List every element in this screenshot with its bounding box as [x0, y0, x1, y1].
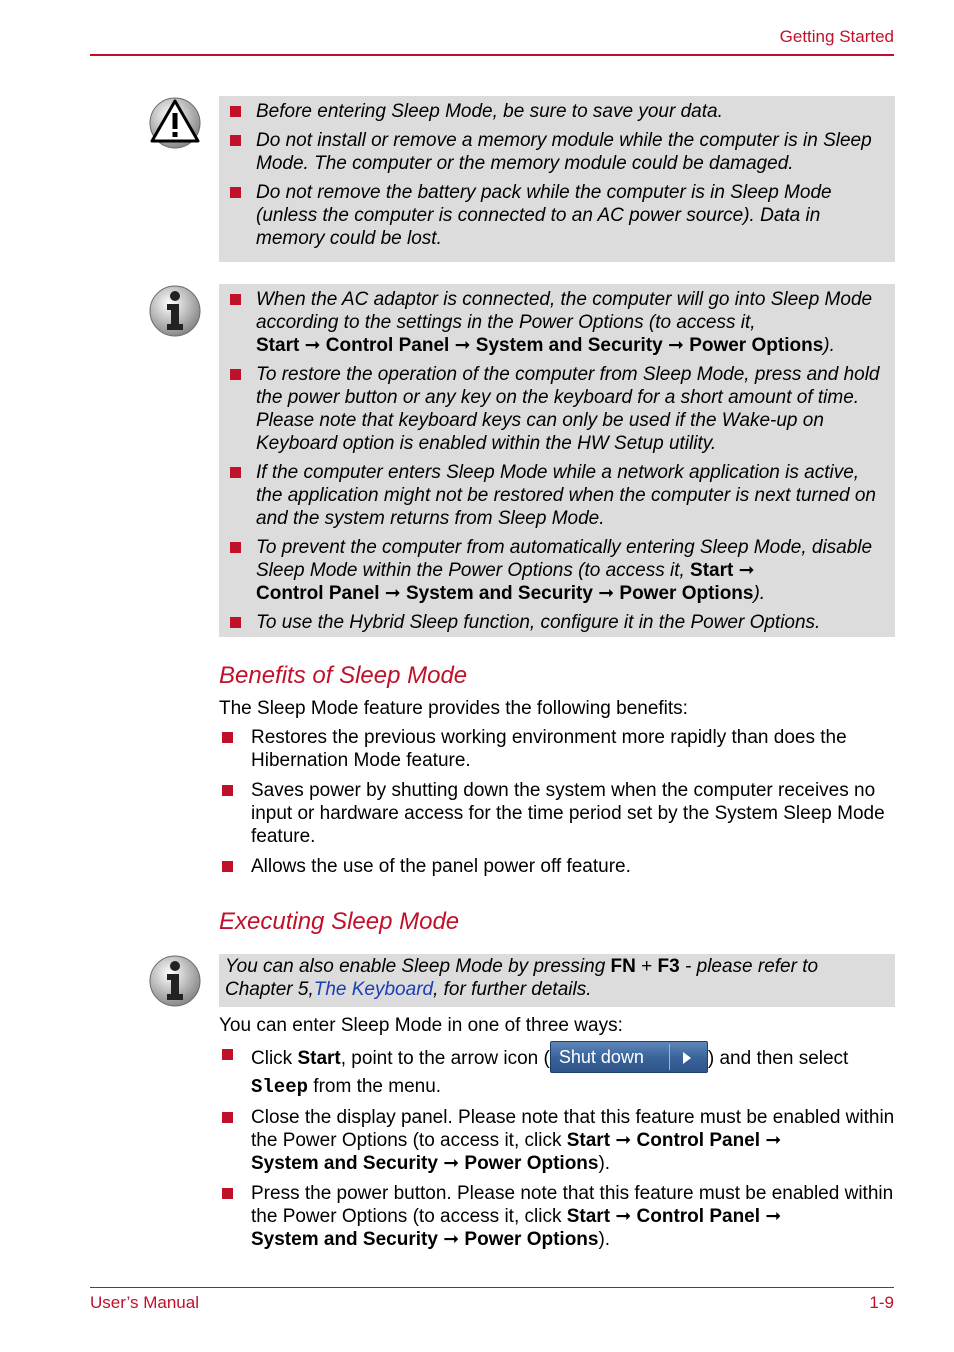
list-item: To restore the operation of the computer from Sleep Mode, press and hold the power button or any key on the keyboard for a short amount of time. Please note that keyboard keys can only be used if the Wake-up on Keyboard option is enabled within the HW Setup utility.	[225, 363, 889, 455]
info-icon	[148, 284, 202, 338]
list-item: Close the display panel. Please note that this feature must be enabled within the Power Options (to access it, click Start ➞ Control Panel ➞ System and Security ➞ Power Options).	[219, 1106, 899, 1175]
list-item: Allows the use of the panel power off feature.	[219, 855, 899, 878]
list-item: Click Start, point to the arrow icon ( Shut down ) and then select Sleep from the menu.	[219, 1043, 899, 1099]
sleep-hotkey-note: You can also enable Sleep Mode by pressing FN + F3 - please refer to Chapter 5,The Keyboard, for further details.	[219, 954, 895, 1007]
benefits-intro: The Sleep Mode feature provides the following benefits:	[219, 698, 688, 719]
list-item: When the AC adaptor is connected, the computer will go into Sleep Mode according to the settings in the Power Options (to access it, Start ➞ Control Panel ➞ System and Security ➞ Power Options).	[225, 288, 889, 357]
executing-list	[219, 1043, 899, 1258]
info-box	[219, 284, 895, 637]
section-heading-benefits: Benefits of Sleep Mode	[219, 662, 468, 689]
footer-divider	[90, 1287, 894, 1288]
page-number: 1-9	[869, 1293, 894, 1312]
list-item: Before entering Sleep Mode, be sure to save your data.	[225, 100, 889, 123]
header-divider	[90, 54, 894, 56]
warning-box	[219, 96, 895, 262]
executing-intro: You can enter Sleep Mode in one of three ways:	[219, 1015, 623, 1036]
list-item: Press the power button. Please note that this feature must be enabled within the Power Options (to access it, click Start ➞ Control Panel ➞ System and Security ➞ Power Options).	[219, 1182, 899, 1251]
keyboard-chapter-link[interactable]: The Keyboard	[313, 979, 434, 1000]
list-item: Saves power by shutting down the system when the computer receives no input or hardware access for the time period set by the System Sleep Mode feature.	[219, 779, 899, 848]
list-item: To prevent the computer from automatically entering Sleep Mode, disable Sleep Mode within the Power Options (to access it, Start ➞ Control Panel ➞ System and Security ➞ Power Options).	[225, 536, 889, 605]
list-item: Do not install or remove a memory module while the computer is in Sleep Mode. The computer or the memory module could be damaged.	[225, 129, 889, 175]
footer-manual-title: User’s Manual	[90, 1293, 199, 1312]
list-item: To use the Hybrid Sleep function, configure it in the Power Options.	[225, 611, 889, 634]
warning-triangle-icon	[148, 96, 202, 150]
list-item: Do not remove the battery pack while the computer is in Sleep Mode (unless the computer is connected to an AC power source). Data in memory could be lost.	[225, 181, 889, 250]
shut-down-button: Shut down	[550, 1041, 708, 1073]
list-item: If the computer enters Sleep Mode while a network application is active, the application might not be restored when the computer is next turned on and the system returns from Sleep Mode.	[225, 461, 889, 530]
header-title: Getting Started	[779, 27, 894, 46]
list-item: Restores the previous working environment more rapidly than does the Hibernation Mode feature.	[219, 726, 899, 772]
arrow-right-icon	[683, 1052, 691, 1064]
benefits-list	[219, 726, 899, 885]
section-heading-executing: Executing Sleep Mode	[219, 908, 460, 935]
info-icon	[148, 954, 202, 1008]
